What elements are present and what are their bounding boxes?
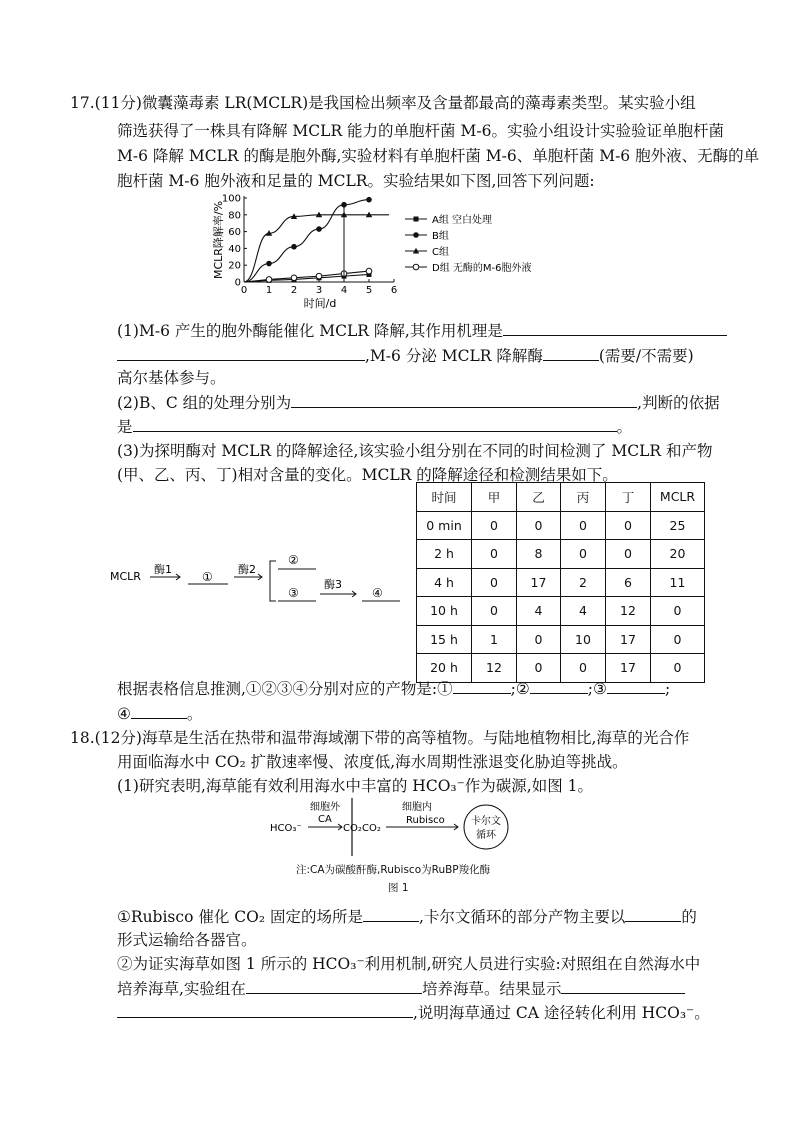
table-cell: 11 <box>651 568 705 597</box>
chart-point-open-circle <box>291 275 297 281</box>
fig1-ca: CA <box>318 814 332 825</box>
table-cell: 0 <box>472 540 517 569</box>
results-table <box>416 482 705 683</box>
q17-line-1: 17.(11分)微囊藻毒素 LR(MCLR)是我国检出频率及含量都最高的藻毒素类型。某实验小组 <box>70 94 696 112</box>
table-cell: 25 <box>651 511 705 540</box>
q18-number: 18. <box>70 729 95 747</box>
mclr-degradation-pathway <box>110 545 410 615</box>
table-cell: 15 h <box>417 625 472 654</box>
table-header: 甲 <box>472 483 517 512</box>
answer-blank-17-1b[interactable] <box>117 345 365 361</box>
fig1-co2-inside: CO₂ <box>362 823 381 834</box>
answer-blank-18-1b[interactable] <box>625 906 681 922</box>
answer-blank-18-2b[interactable] <box>561 978 685 994</box>
fig1-calvin-label-1: 卡尔文 <box>471 816 501 827</box>
pathway-enzyme-3: 酶3 <box>324 578 342 591</box>
table-cell: 10 <box>561 625 606 654</box>
q18-line-1: 18.(12分)海草是生活在热带和温带海域潮下带的高等植物。与陆地植物相比,海草的光合作 <box>70 729 690 747</box>
q17-sub1-line2: ,M-6 分泌 MCLR 降解酶 (需要/不需要) <box>117 345 694 366</box>
q17-sub2-line: (2)B、C 组的处理分别为 ,判断的依据 <box>117 394 720 412</box>
chart-legend-label: C组 <box>432 247 449 258</box>
q17-sub2-line2: 是 。 <box>117 418 633 436</box>
q17-sub3-line: (3)为探明酶对 MCLR 的降解途径,该实验小组分别在不同的时间检测了 MCLR 和产物 <box>117 442 713 460</box>
q18-item1-line2: 形式运输给各器官。 <box>117 931 257 949</box>
fig1-calvin-label-2: 循环 <box>476 830 496 841</box>
answer-blank-17-3-2[interactable] <box>530 678 588 694</box>
chart-point-square <box>414 217 419 222</box>
table-row <box>417 597 705 626</box>
fig1-rubisco: Rubisco <box>406 815 445 826</box>
table-cell: 0 <box>517 625 561 654</box>
chart-y-tick-label: 0 <box>234 277 241 289</box>
chart-series-line <box>244 200 369 282</box>
answer-blank-18-2a[interactable] <box>246 978 422 994</box>
fig1-outside-label: 细胞外 <box>310 802 340 813</box>
chart-x-tick-label: 5 <box>365 285 373 296</box>
q17-line-4: 胞杆菌 M-6 胞外液和足量的 MCLR。实验结果如下图,回答下列问题: <box>117 172 595 190</box>
table-cell: 0 <box>651 597 705 626</box>
table-row <box>417 511 705 540</box>
table-cell: 0 <box>651 654 705 683</box>
pathway-product-3: ③ <box>288 586 299 600</box>
table-cell: 4 <box>561 597 606 626</box>
table-cell: 0 <box>472 511 517 540</box>
chart-y-tick-label: 40 <box>228 243 241 255</box>
table-cell: 0 <box>561 540 606 569</box>
chart-x-tick-label: 0 <box>240 285 248 296</box>
chart-x-tick-label: 1 <box>265 285 273 296</box>
table-cell: 4 h <box>417 568 472 597</box>
pathway-product-4: ④ <box>372 586 383 600</box>
table-cell: 1 <box>472 625 517 654</box>
table-row <box>417 625 705 654</box>
pathway-enzyme-1: 酶1 <box>154 563 172 576</box>
chart-series-line <box>244 271 369 282</box>
table-cell: 20 <box>651 540 705 569</box>
table-cell: 12 <box>472 654 517 683</box>
answer-blank-17-3-3[interactable] <box>607 678 665 694</box>
answer-blank-17-1a[interactable] <box>503 320 727 336</box>
answer-blank-17-2b[interactable] <box>133 416 617 432</box>
table-header: 时间 <box>417 483 472 512</box>
answer-blank-18-2c[interactable] <box>117 1002 413 1018</box>
table-cell: 20 h <box>417 654 472 683</box>
chart-x-tick-label: 4 <box>340 285 348 296</box>
table-header: 乙 <box>517 483 561 512</box>
table-cell: 4 <box>517 597 561 626</box>
chart-point-open-circle <box>366 268 372 274</box>
chart-y-tick-label: 80 <box>228 210 241 222</box>
q18-item1-line: ①Rubisco 催化 CO₂ 固定的场所是 ,卡尔文循环的部分产物主要以 的 <box>117 908 697 926</box>
fig1-note: 注:CA为碳酸酐酶,Rubisco为RuBP羧化酶 <box>296 864 491 876</box>
table-cell: 0 <box>606 540 651 569</box>
answer-blank-17-2a[interactable] <box>291 392 637 408</box>
chart-series-line <box>244 274 369 282</box>
table-cell: 0 <box>472 568 517 597</box>
chart-legend-label: D组 无酶的M-6胞外液 <box>432 263 532 274</box>
q18-line-2: 用面临海水中 CO₂ 扩散速率慢、浓度低,海水周期性涨退变化胁迫等挑战。 <box>117 753 628 771</box>
q17-line-2: 筛选获得了一株具有降解 MCLR 能力的单胞杆菌 M-6。实验小组设计实验验证单胞杆菌 <box>117 122 724 140</box>
table-cell: 12 <box>606 597 651 626</box>
table-cell: 0 <box>606 511 651 540</box>
table-row <box>417 568 705 597</box>
chart-x-tick-label: 3 <box>315 285 323 296</box>
table-cell: 2 h <box>417 540 472 569</box>
pathway-start: MCLR <box>110 570 141 583</box>
chart-point-circle <box>316 226 322 232</box>
table-cell: 10 h <box>417 597 472 626</box>
figure-1-diagram <box>270 796 530 860</box>
table-cell: 0 <box>561 511 606 540</box>
table-cell: 0 <box>651 625 705 654</box>
q17-number: 17. <box>70 94 95 112</box>
table-cell: 17 <box>606 625 651 654</box>
pathway-product-2: ② <box>288 553 299 567</box>
chart-legend-label: A组 空白处理 <box>432 215 493 226</box>
q17-sub3-answer-line: 根据表格信息推测,①②③④分别对应的产物是:① ;② ;③ ; <box>117 680 671 698</box>
chart-point-circle <box>366 197 372 203</box>
q17-sub3-line2: (甲、乙、丙、丁)相对含量的变化。MCLR 的降解途径和检测结果如下。 <box>117 466 618 484</box>
answer-blank-17-1c[interactable] <box>543 345 599 361</box>
table-header: 丙 <box>561 483 606 512</box>
table-header: MCLR <box>651 483 705 512</box>
table-cell: 17 <box>606 654 651 683</box>
table-cell: 8 <box>517 540 561 569</box>
chart-y-tick-label: 20 <box>228 260 241 272</box>
pathway-product-1: ① <box>202 570 213 584</box>
q18-sub1-line: (1)研究表明,海草能有效利用海水中丰富的 HCO₃⁻作为碳源,如图 1。 <box>117 777 594 795</box>
answer-blank-17-3-4[interactable] <box>131 703 187 719</box>
q18-item2-line2: 培养海草,实验组在 培养海草。结果显示 <box>117 978 685 999</box>
chart-x-axis-label: 时间/d <box>303 297 337 310</box>
q17-sub1-line: (1)M-6 产生的胞外酶能催化 MCLR 降解,其作用机理是 <box>117 320 727 341</box>
table-cell: 2 <box>561 568 606 597</box>
q18-item2-line: ②为证实海草如图 1 所示的 HCO₃⁻利用机制,研究人员进行实验:对照组在自然海水中 <box>117 955 701 973</box>
table-cell: 0 <box>517 511 561 540</box>
table-cell: 6 <box>606 568 651 597</box>
chart-point-circle <box>413 232 419 238</box>
table-cell: 17 <box>517 568 561 597</box>
q17-line-3: M-6 降解 MCLR 的酶是胞外酶,实验材料有单胞杆菌 M-6、单胞杆菌 M-6 胞外液、无酶的单 <box>117 147 760 165</box>
table-cell: 0 <box>472 597 517 626</box>
table-cell: 0 <box>517 654 561 683</box>
chart-x-tick-label: 6 <box>390 285 398 296</box>
pathway-enzyme-2: 酶2 <box>238 563 256 576</box>
fig1-caption: 图 1 <box>388 882 409 894</box>
answer-blank-18-1a[interactable] <box>363 906 419 922</box>
table-cell: 0 <box>561 654 606 683</box>
fig1-hco3: HCO₃⁻ <box>270 823 302 834</box>
q18-item2-line3: ,说明海草通过 CA 途径转化利用 HCO₃⁻。 <box>117 1002 710 1023</box>
fig1-co2-outside: CO₂ <box>343 823 362 834</box>
q17-sub3-answer-line2: ④ 。 <box>117 705 203 723</box>
chart-y-axis-label: MCLR降解率/% <box>212 200 225 280</box>
chart-y-tick-label: 60 <box>228 227 241 239</box>
table-row <box>417 540 705 569</box>
chart-point-open-circle <box>316 273 322 279</box>
mclr-degradation-chart <box>200 186 600 314</box>
chart-point-open-circle <box>266 277 272 283</box>
chart-point-circle <box>266 261 272 267</box>
q17-sub1-line3: 高尔基体参与。 <box>117 369 226 387</box>
chart-point-circle <box>291 244 297 250</box>
chart-x-tick-label: 2 <box>290 285 298 296</box>
table-header: 丁 <box>606 483 651 512</box>
answer-blank-17-3-1[interactable] <box>453 678 511 694</box>
chart-legend-label: B组 <box>432 231 449 242</box>
table-header-row <box>417 483 705 512</box>
chart-point-open-circle <box>413 264 419 270</box>
table-cell: 0 min <box>417 511 472 540</box>
chart-y-tick-label: 100 <box>221 193 241 205</box>
fig1-inside-label: 细胞内 <box>402 802 432 813</box>
